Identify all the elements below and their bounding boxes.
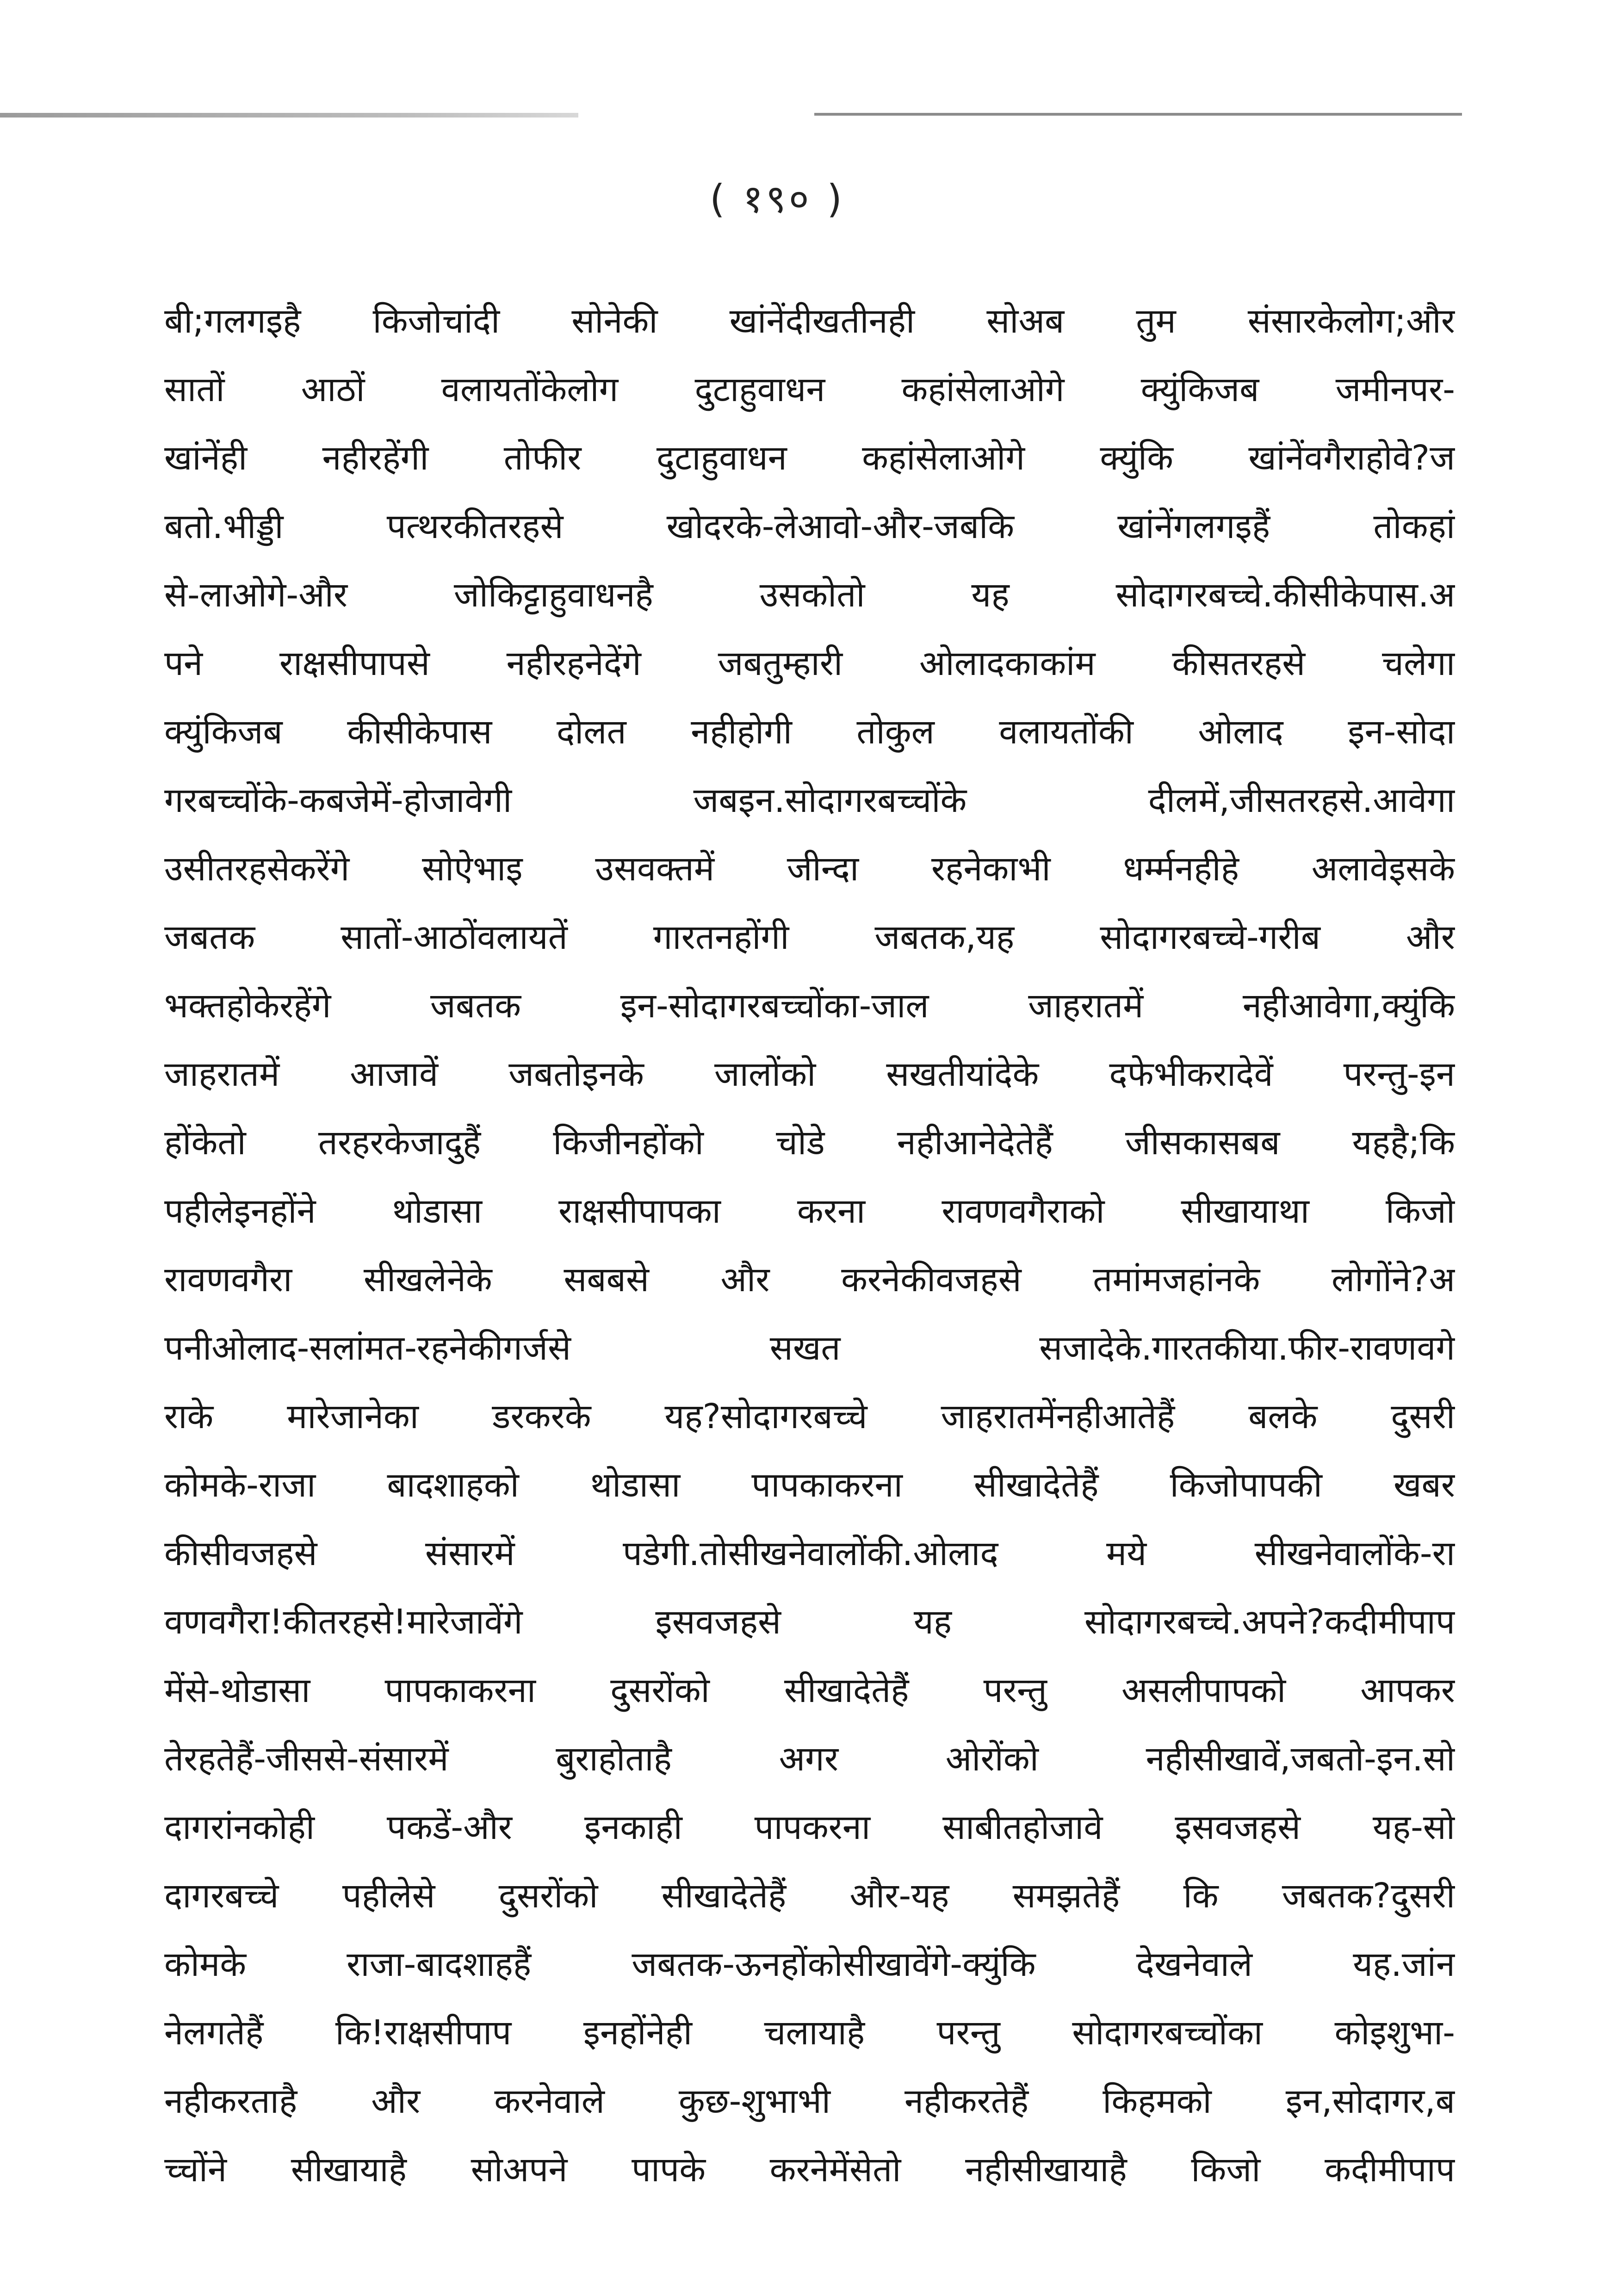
text-line: पनीओलाद-सलांमत-रहनेकीगर्जसे सखत सजादेके.गारतकीया.फीर-रावणवगे: [164, 1328, 1455, 1368]
text-line: जबतक सातों-आठोंवलायतें गारतनहोंगी जबतक,यह सोदागरबच्चे-गरीब और: [164, 917, 1455, 957]
text-line: से-लाओगे-और जोकिट्टाहुवाधनहै उसकोतो यह सोदागरबच्चे.कीसीकेपास.अ: [164, 575, 1455, 615]
text-line: बी;गलगइहै किजोचांदी सोनेकी खांनेंदीखतीनही सोअब तुम संसारकेलोग;और: [164, 301, 1455, 341]
text-line: राके मारेजानेका डरकरके यह?सोदागरबच्चे जाहरातमेंनहीआतेहैं बलके दुसरी: [164, 1397, 1455, 1436]
text-line: कोमके-राजा बादशाहको थोडासा पापकाकरना सीखादेतेहैं किजोपापकी खबर: [164, 1465, 1455, 1505]
text-line: होंकेतो तरहरकेजादुहैं किजीनहोंको चोडे नहीआनेदेतेहैं जीसकासबब यहहै;कि: [164, 1123, 1455, 1163]
text-line: मेंसे-थोडासा पापकाकरना दुसरोंको सीखादेतेहैं परन्तु असलीपापको आपकर: [164, 1671, 1455, 1710]
text-line: उसीतरहसेकरेंगे सोऐभाइ उसवक्तमें जीन्दा रहनेकाभी धर्म्मनहीहे अलावेइसके: [164, 849, 1455, 889]
text-line: गरबच्चोंके-कबजेमें-होजावेगी जबइन.सोदागरबच्चोंके दीलमें,जीसतरहसे.आवेगा: [164, 780, 1455, 820]
text-line: तेरहतेहैं-जीससे-संसारमें बुराहोताहै अगर ओरोंको नहीसीखावें,जबतो-इन.सो: [164, 1739, 1455, 1779]
text-line: नहीकरताहै और करनेवाले कुछ-शुभाभी नहीकरतेहैं किहमको इन,सोदागर,ब: [164, 2081, 1455, 2121]
text-line: भक्तहोकेरहेंगे जबतक इन-सोदागरबच्चोंका-जाल जाहरातमें नहीआवेगा,क्युंकि: [164, 986, 1455, 1026]
text-line: दागरबच्चे पहीलेसे दुसरोंको सीखादेतेहैं और-यह समझतेहैं कि जबतक?दुसरी: [164, 1876, 1455, 1916]
text-line: च्चोंने सीखायाहै सोअपने पापके करनेमेंसेतो नहीसीखायाहै किजो कदीमीपाप: [164, 2150, 1455, 2190]
text-line: रावणवगैरा सीखलेनेके सबबसे और करनेकीवजहसे तमांमजहांनके लोगोंने?अ: [164, 1260, 1455, 1300]
text-line: कीसीवजहसे संसारमें पडेगी.तोसीखनेवालोंकी.ओलाद मये सीखनेवालोंके-रा: [164, 1534, 1455, 1573]
text-line: पहीलेइनहोंने थोडासा राक्षसीपापका करना रावणवगैराको सीखायाथा किजो: [164, 1191, 1455, 1231]
text-line: बतो.भीड्डी पत्थरकीतरहसे खोदरके-लेआवो-और-जबकि खांनेंगलगइहैं तोकहां: [164, 507, 1455, 546]
text-line: कोमके राजा-बादशाहहैं जबतक-ऊनहोंकोसीखावेंगे-क्युंकि देखनेवाले यह.जांन: [164, 1944, 1455, 1984]
text-line: दागरांनकोही पकडें-और इनकाही पापकरना साबीतहोजावे इसवजहसे यह-सो: [164, 1807, 1455, 1847]
text-line: नेलगतेहैं कि!राक्षसीपाप इनहोंनेही चलायाहै परन्तु सोदागरबच्चोंका कोइशुभा-: [164, 2013, 1455, 2053]
body-text: [164, 287, 1455, 2204]
page-number: ( १९० ): [710, 176, 845, 222]
header-rule-left: [0, 113, 578, 118]
text-line: सातों आठों वलायतोंकेलोग दुटाहुवाधन कहांसेलाओगे क्युंकिजब जमीनपर-: [164, 370, 1455, 409]
header-rule-right: [814, 113, 1462, 116]
text-line: पने राक्षसीपापसे नहीरहनेदेंगे जबतुम्हारी ओलादकाकांम कीसतरहसे चलेगा: [164, 644, 1455, 683]
text-line: खांनेंही नहीरहेंगी तोफीर दुटाहुवाधन कहांसेलाओगे क्युंकि खांनेंवगैराहोवे?ज: [164, 438, 1455, 478]
text-line: वणवगैरा!कीतरहसे!मारेजावेंगे इसवजहसे यह सोदागरबच्चे.अपने?कदीमीपाप: [164, 1602, 1455, 1642]
text-line: जाहरातमें आजावें जबतोइनके जालोंको सखतीयांदेके दफेभीकरादेवें परन्तु-इन: [164, 1054, 1455, 1094]
text-line: क्युंकिजब कीसीकेपास दोलत नहीहोगी तोकुल वलायतोंकी ओलाद इन-सोदा: [164, 712, 1455, 752]
